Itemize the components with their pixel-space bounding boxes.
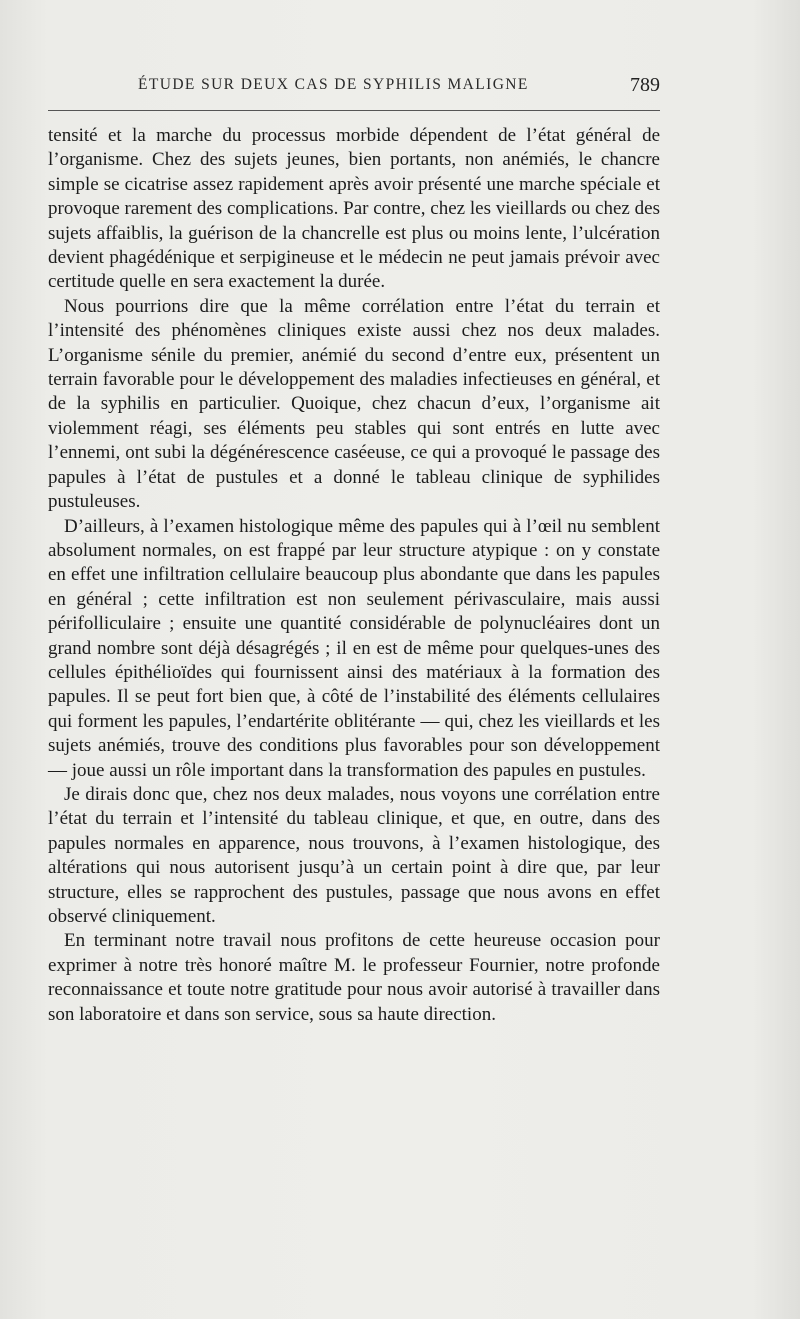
running-header [48,74,660,98]
page-number: 789 [630,74,660,96]
paragraph-continuation: tensité et la marche du processus morbide dépendent de l’état général de l’organisme. Chez des sujets jeunes, bien portants, non anémiés, le chancre simple se cicatrise assez rapidement après avoir présenté une marche spéciale et provoque rarement des complications. Par contre, chez les vieillards ou chez des sujets affaiblis, la guérison de la chancrelle est plus ou moins lente, l’ulcération devient phagédénique et serpigineuse et le médecin ne peut jamais prévoir avec certitude quelle en sera exactement la durée. [48,125,660,293]
running-title: ÉTUDE SUR DEUX CAS DE SYPHILIS MALIGNE [138,76,529,93]
page-body [48,124,660,1027]
header-rule [48,110,660,111]
paragraph-histology: D’ailleurs, à l’examen histologique même des papules qui à l’œil nu semblent absolument normales, on est frappé par leur structure atypique : on y constate en effet une infiltration cellulaire beaucoup plus abondante que dans les papules en général ; cette infiltration est non seulement périvasculaire, mais aussi périfolliculaire ; ensuite une quantité considérable de polynucléaires dont un grand nombre sont déjà désagrégés ; il en est de même pour quelques-unes des cellules épithélioïdes qui fournissent ainsi des matériaux à la formation des papules. Il se peut fort bien que, à côté de l’instabilité des éléments cellulaires qui forment les papules, l’endartérite oblitérante — qui, chez les vieillards et les sujets anémiés, trouve des conditions plus favorables pour son développement — joue aussi un rôle important dans la transformation des papules en pustules. [48,515,660,781]
paragraph-correlation: Nous pourrions dire que la même corrélation entre l’état du terrain et l’intensité des phénomènes cliniques existe aussi chez nos deux malades. L’organisme sénile du premier, anémié du second d’entre eux, présentent un terrain favorable pour le développement des maladies infectieuses en général, et de la syphilis en particulier. Quoique, chez chacun d’eux, l’organisme ait violemment réagi, ses éléments peu stables qui sont entrés en lutte avec l’ennemi, ont subi la dégénérescence caséeuse, ce qui a provoqué le passage des papules à l’état de pustules et a donné le tableau clinique de syphilides pustuleuses. [48,295,660,513]
paragraph-acknowledgement: En terminant notre travail nous profitons de cette heureuse occasion pour exprimer à notre très honoré maître M. le professeur Fournier, notre profonde reconnaissance et toute notre gratitude pour nous avoir autorisé à travailler dans son laboratoire et dans son service, sous sa haute direction. [48,930,660,1025]
paragraph-conclusion: Je dirais donc que, chez nos deux malades, nous voyons une corrélation entre l’état du terrain et l’intensité du tableau clinique, et que, en outre, dans des papules normales en apparence, nous trouvons, à l’examen histologique, des altérations qui nous autorisent jusqu’à un certain point à dire que, par leur structure, elles se rapprochent des pustules, passage que nous avons en effet observé cliniquement. [48,783,660,927]
